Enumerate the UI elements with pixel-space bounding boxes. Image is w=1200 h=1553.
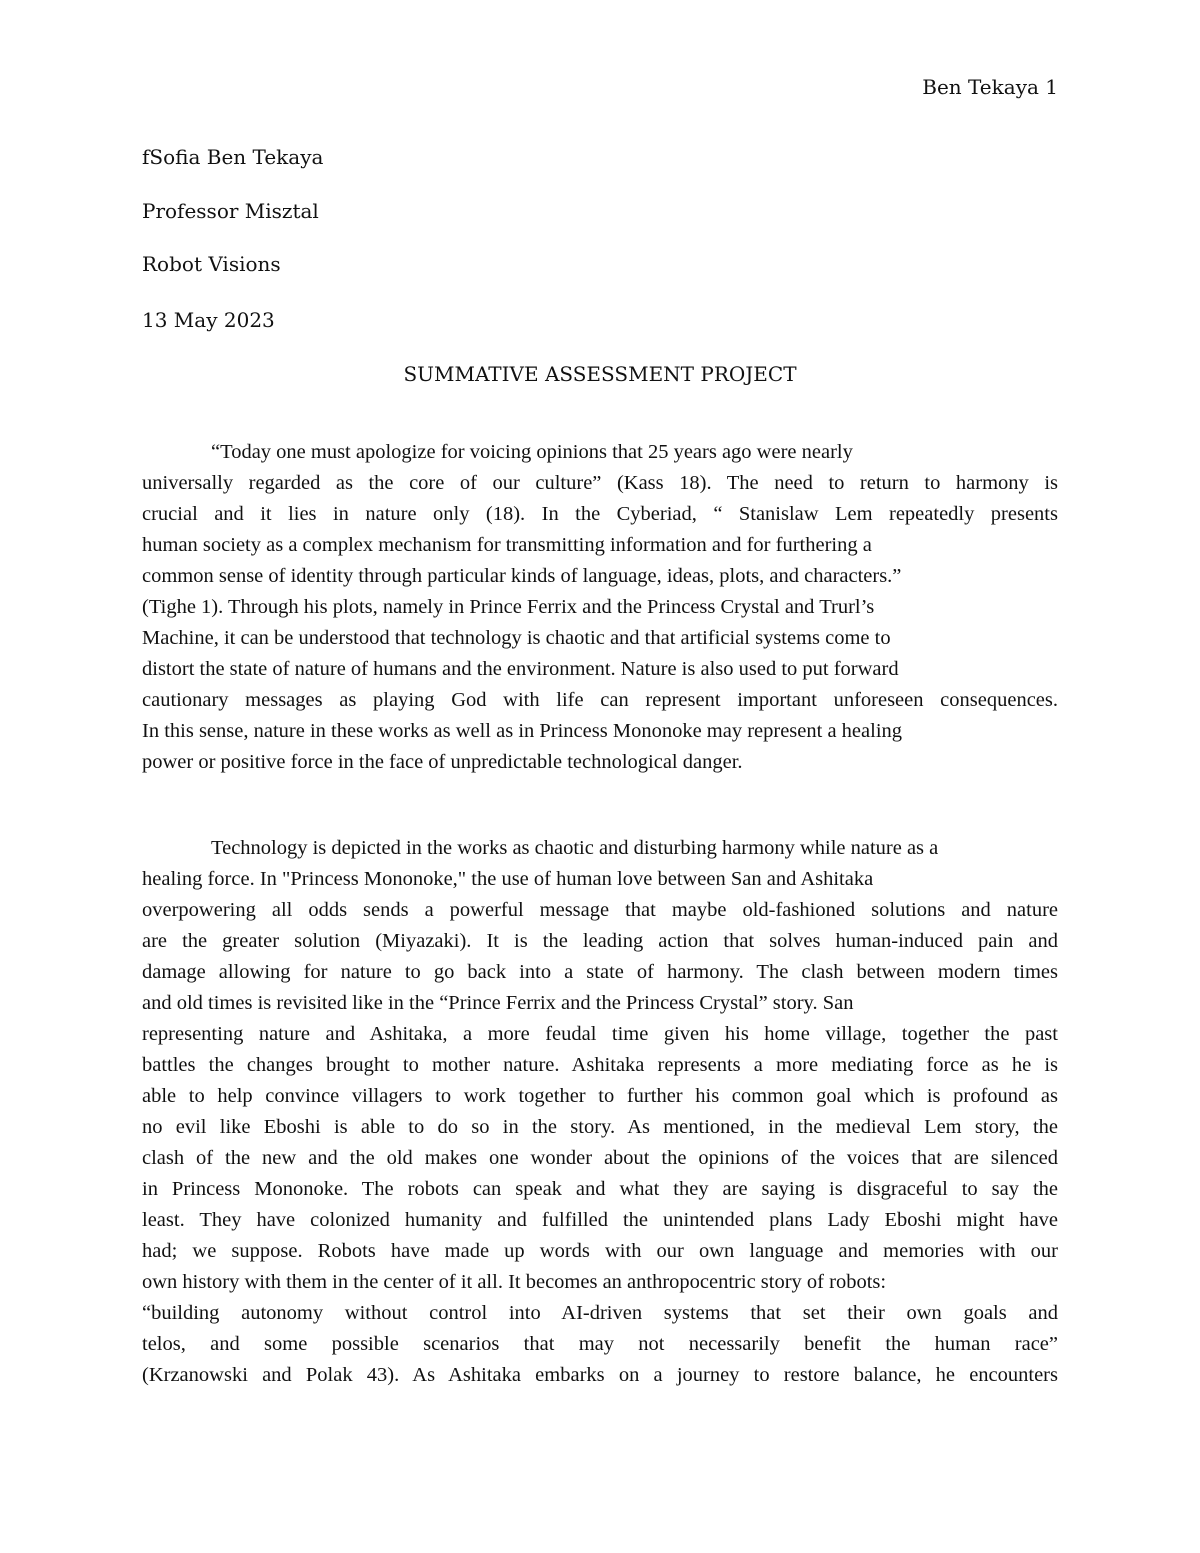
paragraph-line: able to help convince villagers to work together to further his common goal which is profound as bbox=[142, 1085, 1058, 1107]
paragraph-line: Machine, it can be understood that technology is chaotic and that artificial systems come to bbox=[142, 627, 891, 649]
paragraph-line: battles the changes brought to mother nature. Ashitaka represents a more mediating force as he is bbox=[142, 1054, 1058, 1076]
paragraph-line: no evil like Eboshi is able to do so in the story. As mentioned, in the medieval Lem story, the bbox=[142, 1116, 1058, 1138]
paragraph-line: clash of the new and the old makes one wonder about the opinions of the voices that are silenced bbox=[142, 1147, 1058, 1169]
course-name: Robot Visions bbox=[142, 252, 281, 276]
paragraph-line: power or positive force in the face of unpredictable technological danger. bbox=[142, 751, 743, 773]
paragraph-line: Technology is depicted in the works as chaotic and disturbing harmony while nature as a bbox=[211, 837, 939, 859]
paragraph-line: and old times is revisited like in the “Prince Ferrix and the Princess Crystal” story. San bbox=[142, 992, 854, 1014]
paragraph-line: common sense of identity through particular kinds of language, ideas, plots, and characters.” bbox=[142, 565, 902, 587]
paragraph-line: least. They have colonized humanity and fulfilled the unintended plans Lady Eboshi might have bbox=[142, 1209, 1058, 1231]
paragraph-line: crucial and it lies in nature only (18). In the Cyberiad, “ Stanislaw Lem repeatedly presents bbox=[142, 503, 1058, 525]
paragraph-line: are the greater solution (Miyazaki). It is the leading action that solves human-induced pain and bbox=[142, 930, 1058, 952]
paragraph-line: telos, and some possible scenarios that may not necessarily benefit the human race” bbox=[142, 1333, 1058, 1355]
paragraph-line: “Today one must apologize for voicing opinions that 25 years ago were nearly bbox=[211, 441, 853, 463]
paragraph-line: distort the state of nature of humans and the environment. Nature is also used to put forward bbox=[142, 658, 899, 680]
date: 13 May 2023 bbox=[142, 308, 275, 332]
professor-name: Professor Misztal bbox=[142, 199, 319, 223]
student-name: fSofia Ben Tekaya bbox=[142, 145, 324, 169]
paragraph-line: cautionary messages as playing God with life can represent important unforeseen consequences. bbox=[142, 689, 1058, 711]
paragraph-line: had; we suppose. Robots have made up words with our own language and memories with our bbox=[142, 1240, 1058, 1262]
paragraph-line: healing force. In "Princess Mononoke," the use of human love between San and Ashitaka bbox=[142, 868, 874, 890]
paragraph-line: (Krzanowski and Polak 43). As Ashitaka embarks on a journey to restore balance, he encounters bbox=[142, 1364, 1058, 1386]
paragraph-line: (Tighe 1). Through his plots, namely in Prince Ferrix and the Princess Crystal and Trurl’s bbox=[142, 596, 875, 618]
page-title: SUMMATIVE ASSESSMENT PROJECT bbox=[403, 362, 797, 386]
running-head: Ben Tekaya 1 bbox=[922, 75, 1058, 99]
paragraph-line: universally regarded as the core of our culture” (Kass 18). The need to return to harmony is bbox=[142, 472, 1058, 494]
paragraph-line: damage allowing for nature to go back into a state of harmony. The clash between modern times bbox=[142, 961, 1058, 983]
paragraph-line: representing nature and Ashitaka, a more feudal time given his home village, together the past bbox=[142, 1023, 1058, 1045]
paragraph-line: human society as a complex mechanism for transmitting information and for furthering a bbox=[142, 534, 872, 556]
paragraph-line: overpowering all odds sends a powerful message that maybe old-fashioned solutions and nature bbox=[142, 899, 1058, 921]
paragraph-line: in Princess Mononoke. The robots can speak and what they are saying is disgraceful to say the bbox=[142, 1178, 1058, 1200]
paragraph-line: “building autonomy without control into AI-driven systems that set their own goals and bbox=[142, 1302, 1058, 1324]
paragraph-line: own history with them in the center of it all. It becomes an anthropocentric story of robots: bbox=[142, 1271, 887, 1293]
paragraph-line: In this sense, nature in these works as well as in Princess Mononoke may represent a healing bbox=[142, 720, 903, 742]
